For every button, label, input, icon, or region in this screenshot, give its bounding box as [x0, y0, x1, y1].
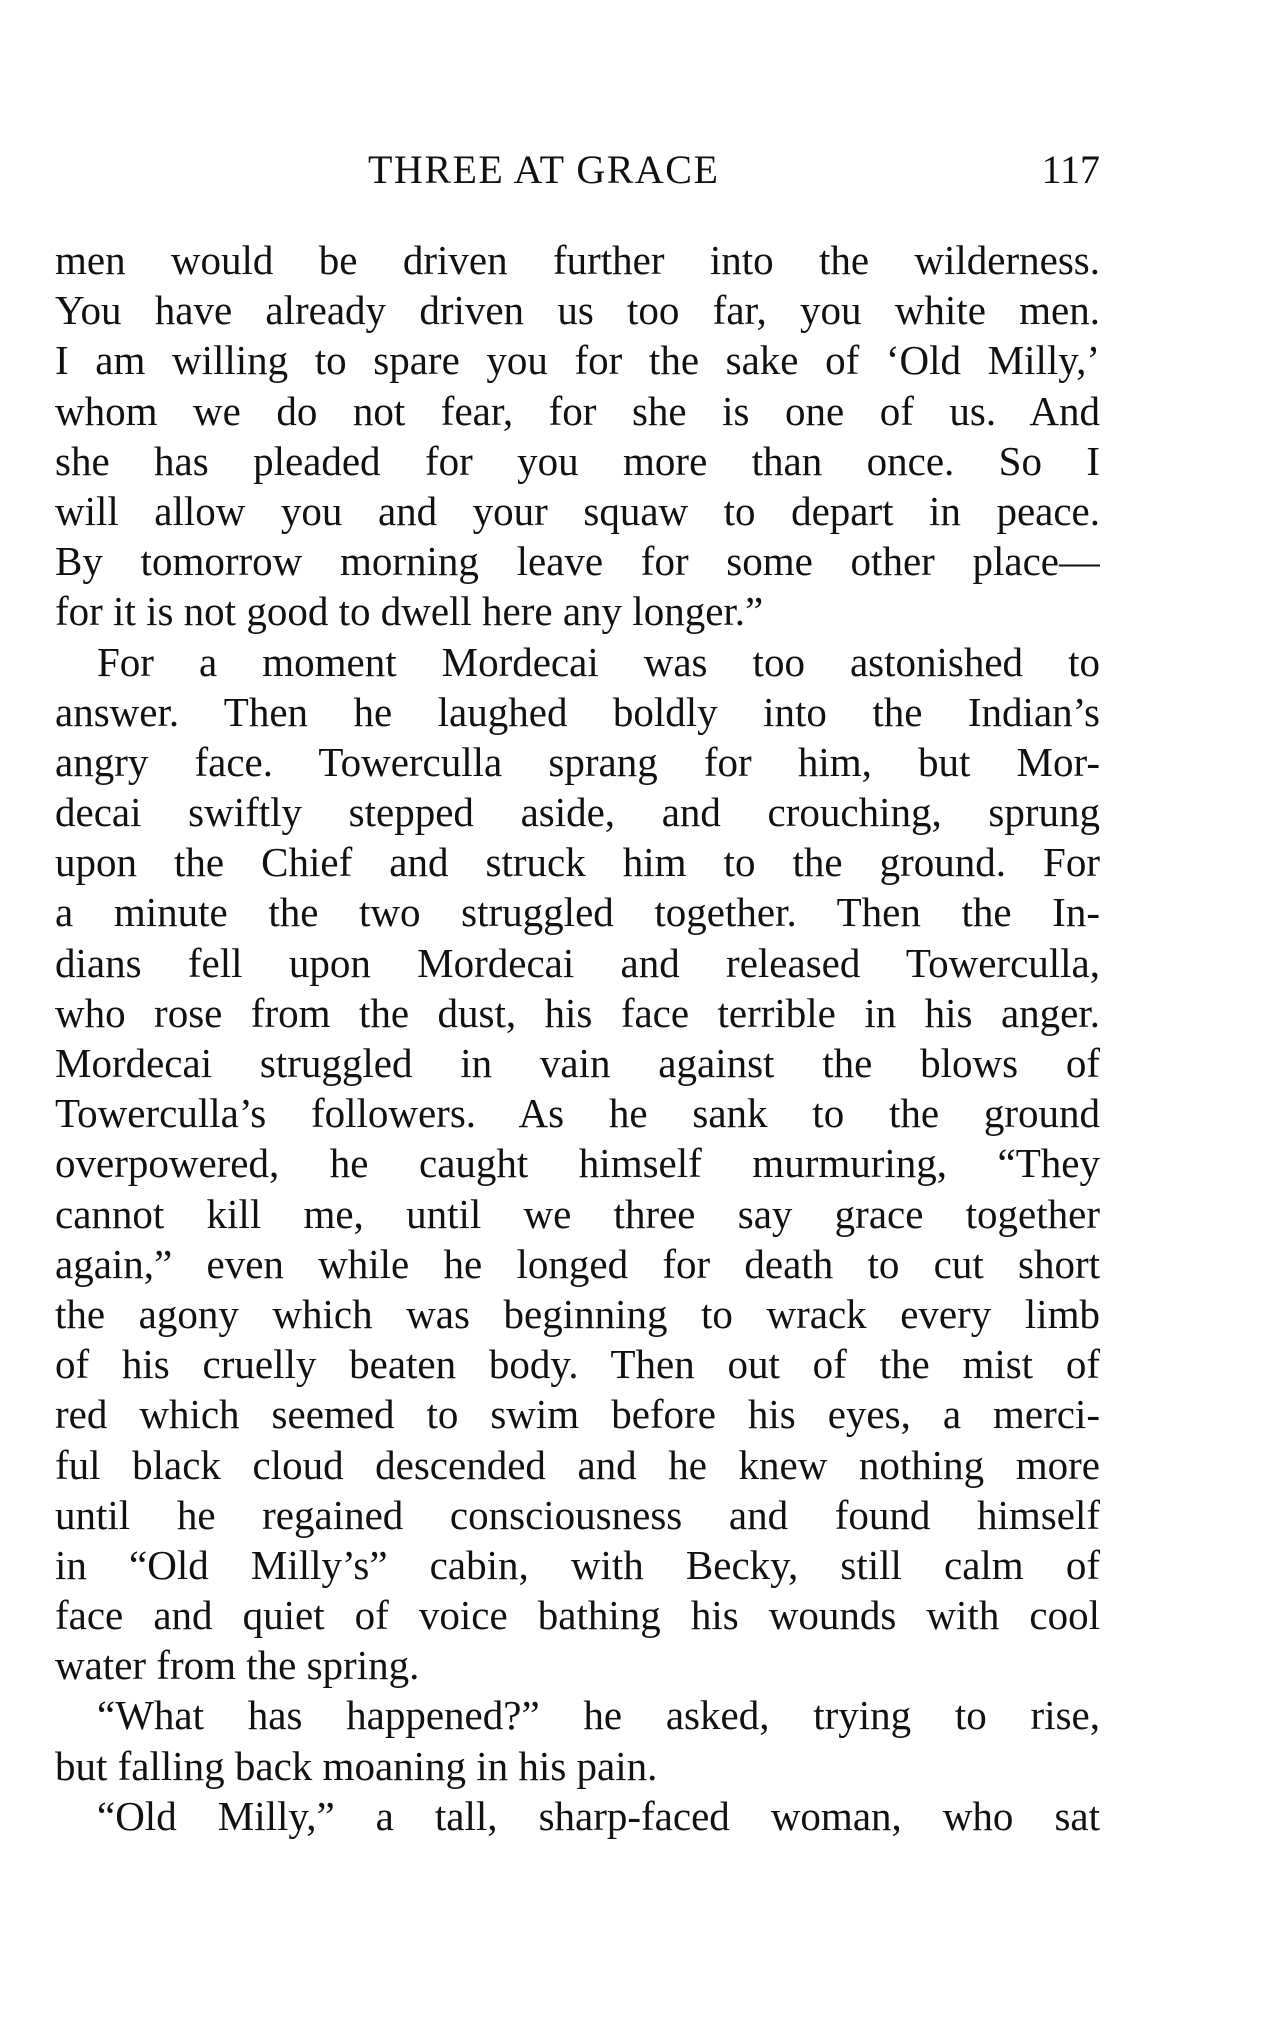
text-line: ful black cloud descended and he knew nothing more [55, 1441, 1100, 1488]
text-line: the agony which was beginning to wrack every limb [55, 1290, 1100, 1337]
text-line: again,” even while he longed for death to cut short [55, 1240, 1100, 1287]
text-line: I am willing to spare you for the sake of ‘Old Milly,’ [55, 337, 1100, 384]
paragraph [55, 1690, 1100, 1790]
text-line: will allow you and your squaw to depart in peace. [55, 487, 1100, 534]
text-line: dians fell upon Mordecai and released Towerculla, [55, 939, 1100, 986]
text-line: of his cruelly beaten body. Then out of the mist of [55, 1341, 1100, 1388]
text-line: overpowered, he caught himself murmuring, “They [55, 1140, 1100, 1187]
text-line: Towerculla’s followers. As he sank to the ground [55, 1090, 1100, 1137]
text-line: cannot kill me, until we three say grace together [55, 1190, 1100, 1237]
text-line: in “Old Milly’s” cabin, with Becky, still calm of [55, 1541, 1100, 1588]
text-line: You have already driven us too far, you white men. [55, 287, 1100, 334]
text-line: a minute the two struggled together. Then the In- [55, 889, 1100, 936]
text-line: until he regained consciousness and found himself [55, 1491, 1100, 1538]
text-line: she has pleaded for you more than once. So I [55, 437, 1100, 484]
text-line: By tomorrow morning leave for some other place— [55, 538, 1100, 585]
text-line: men would be driven further into the wilderness. [55, 237, 1100, 283]
paragraph [55, 1791, 1100, 1841]
text-line: “What has happened?” he asked, trying to rise, [97, 1692, 1100, 1739]
text-line: Mordecai struggled in vain against the blows of [55, 1040, 1100, 1086]
paragraph [55, 637, 1100, 1691]
text-line: for it is not good to dwell here any longer.” [55, 588, 764, 635]
text-line: angry face. Towerculla sprang for him, but Mor- [55, 738, 1100, 785]
running-head [60, 140, 1100, 200]
text-line: face and quiet of voice bathing his wounds with cool [55, 1592, 1100, 1639]
text-line: “Old Milly,” a tall, sharp-faced woman, who sat [97, 1792, 1100, 1839]
paragraph [55, 235, 1100, 637]
text-line: answer. Then he laughed boldly into the Indian’s [55, 688, 1100, 735]
text-line: upon the Chief and struck him to the ground. For [55, 839, 1100, 886]
body-text [55, 235, 1100, 1841]
running-title: THREE AT GRACE [368, 147, 720, 192]
text-line: decai swiftly stepped aside, and crouching, sprung [55, 789, 1100, 836]
text-line: whom we do not fear, for she is one of us. And [55, 387, 1100, 434]
text-line: water from the spring. [55, 1642, 420, 1689]
text-line: For a moment Mordecai was too astonished to [97, 638, 1100, 685]
text-line: but falling back moaning in his pain. [55, 1742, 658, 1789]
text-line: red which seemed to swim before his eyes, a merci- [55, 1391, 1100, 1438]
text-line: who rose from the dust, his face terrible in his anger. [55, 989, 1100, 1036]
page-number: 117 [1041, 147, 1100, 192]
